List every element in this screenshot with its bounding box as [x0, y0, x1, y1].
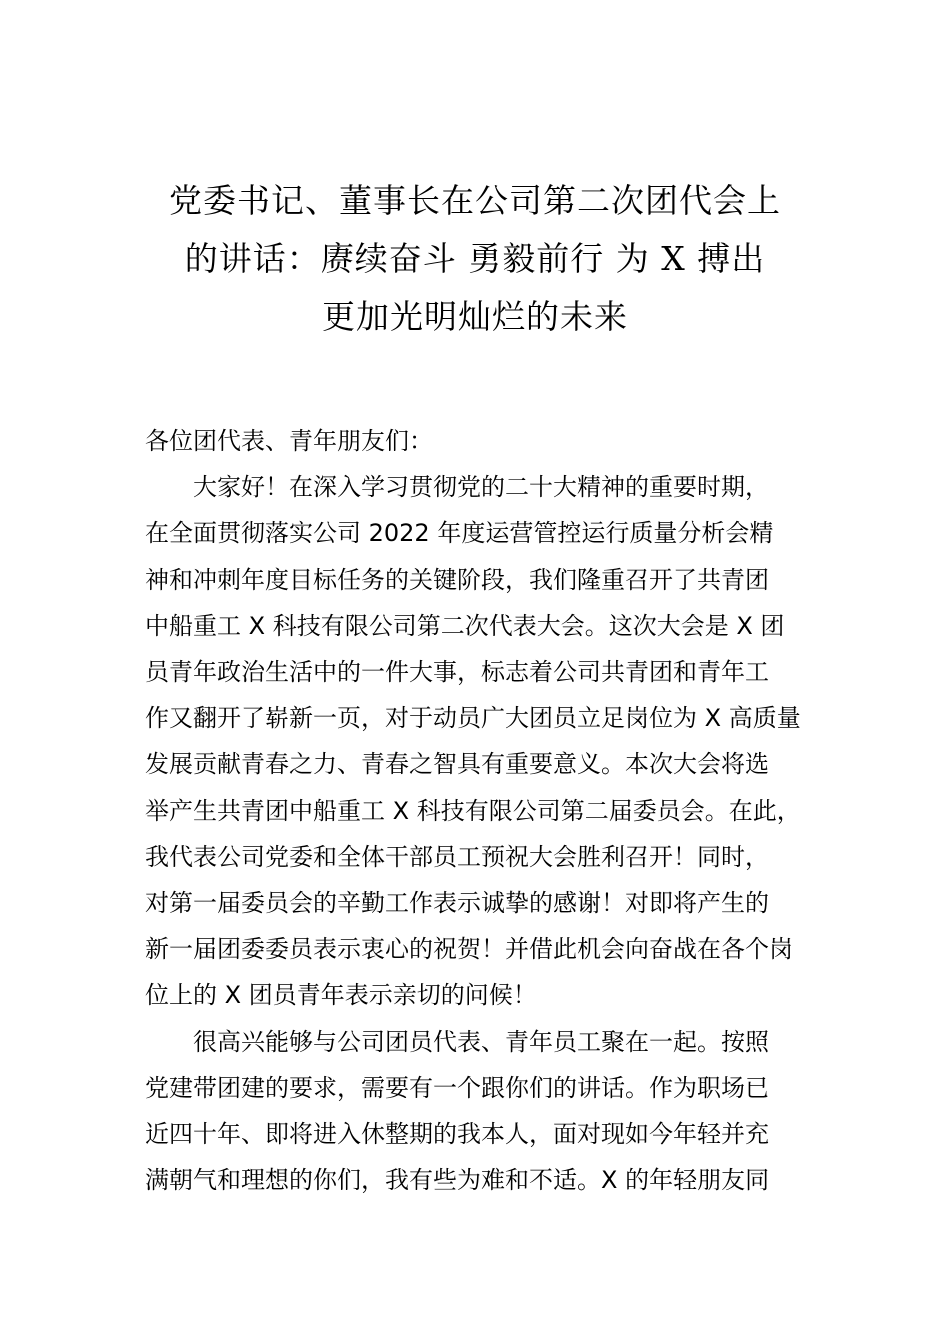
title-line: 的讲话：赓续奋斗 勇毅前行 为 X 搏出	[184, 239, 766, 278]
paragraph-line: 员青年政治生活中的一件大事，标志着公司共青团和青年工	[145, 658, 769, 687]
paragraph-line: 很高兴能够与公司团员代表、青年员工聚在一起。按照	[193, 1027, 769, 1056]
paragraph-line: 中船重工 X 科技有限公司第二次代表大会。这次大会是 X 团	[145, 611, 785, 640]
title-line: 更加光明灿烂的未来	[322, 297, 628, 336]
paragraph-line: 近四十年、即将进入休整期的我本人，面对现如今年轻并充	[145, 1120, 769, 1149]
greeting: 各位团代表、青年朋友们：	[145, 427, 433, 455]
paragraph-line: 位上的 X 团员青年表示亲切的问候！	[145, 981, 537, 1010]
paragraph-line: 新一届团委委员表示衷心的祝贺！并借此机会向奋战在各个岗	[145, 935, 793, 964]
document-title	[140, 172, 810, 346]
paragraph-line: 在全面贯彻落实公司 2022 年度运营管控运行质量分析会精	[145, 519, 774, 548]
paragraph-line: 作又翻开了崭新一页，对于动员广大团员立足岗位为 X 高质量	[145, 704, 801, 733]
paragraph-line: 满朝气和理想的你们，我有些为难和不适。X 的年轻朋友同	[145, 1166, 770, 1195]
paragraph-line: 我代表公司党委和全体干部员工预祝大会胜利召开！同时，	[145, 842, 769, 871]
title-line: 党委书记、董事长在公司第二次团代会上	[169, 181, 781, 220]
paragraph-line: 大家好！在深入学习贯彻党的二十大精神的重要时期，	[193, 473, 769, 502]
paragraph-line: 发展贡献青春之力、青春之智具有重要意义。本次大会将选	[145, 750, 769, 779]
paragraph-line: 神和冲刺年度目标任务的关键阶段，我们隆重召开了共青团	[145, 565, 769, 594]
paragraph-line: 党建带团建的要求，需要有一个跟你们的讲话。作为职场已	[145, 1073, 769, 1102]
document-body	[145, 418, 825, 1203]
paragraph-line: 对第一届委员会的辛勤工作表示诚挚的感谢！对即将产生的	[145, 889, 769, 918]
paragraph-line: 举产生共青团中船重工 X 科技有限公司第二届委员会。在此，	[145, 796, 801, 825]
